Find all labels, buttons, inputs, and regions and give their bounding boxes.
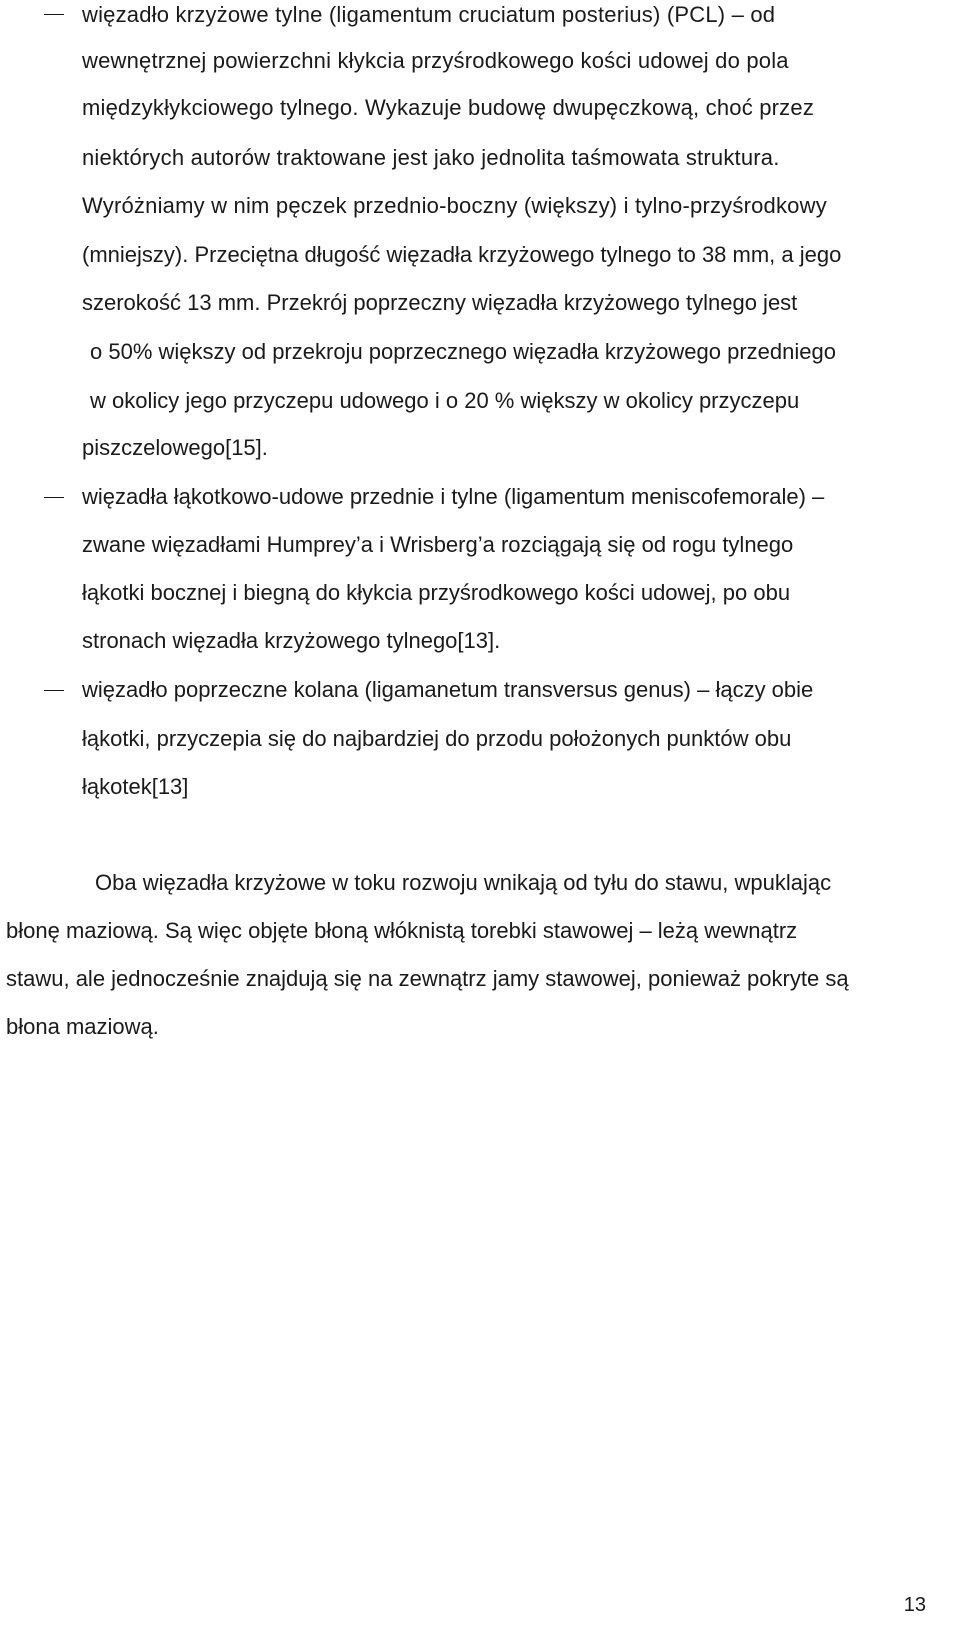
text-line: Oba więzadła krzyżowe w toku rozwoju wnikają od tyłu do stawu, wpuklając — [95, 870, 832, 895]
text-line: więzadła łąkotkowo-udowe przednie i tylne (ligamentum meniscofemorale) – — [82, 484, 825, 509]
text-line: łąkotki bocznej i biegną do kłykcia przyśrodkowego kości udowej, po obu — [82, 580, 791, 605]
text-line: wewnętrznej powierzchni kłykcia przyśrodkowego kości udowej do pola — [82, 48, 789, 73]
text-line: zwane więzadłami Humprey’a i Wrisberg’a rozciągają się od rogu tylnego — [82, 532, 794, 557]
text-line: niektórych autorów traktowane jest jako jednolita taśmowata struktura. — [82, 145, 780, 170]
text-line: Wyróżniamy w nim pęczek przednio-boczny (większy) i tylno-przyśrodkowy — [82, 193, 827, 218]
text-line: łąkotek[13] — [82, 774, 189, 799]
text-line: więzadło poprzeczne kolana (ligamanetum transversus genus) – łączy obie — [82, 677, 814, 702]
text-line: (mniejszy). Przeciętna długość więzadła krzyżowego tylnego to 38 mm, a jego — [82, 242, 842, 267]
text-line: błonę maziową. Są więc objęte błoną włóknistą torebki stawowej – leżą wewnątrz — [6, 918, 798, 943]
text-line: o 50% większy od przekroju poprzecznego więzadła krzyżowego przedniego — [90, 339, 836, 364]
text-line: więzadło krzyżowe tylne (ligamentum cruciatum posterius) (PCL) – od — [82, 2, 776, 27]
dash-bullet-icon — [44, 14, 64, 15]
text-line: łąkotki, przyczepia się do najbardziej do przodu położonych punktów obu — [82, 726, 792, 751]
text-line: szerokość 13 mm. Przekrój poprzeczny więzadła krzyżowego tylnego jest — [82, 290, 798, 315]
text-line: stawu, ale jednocześnie znajdują się na zewnątrz jamy stawowej, ponieważ pokryte są — [6, 966, 849, 991]
page-number: 13 — [903, 1594, 926, 1616]
text-line: międzykłykciowego tylnego. Wykazuje budowę dwupęczkową, choć przez — [82, 95, 815, 120]
dash-bullet-icon — [44, 497, 64, 498]
text-line: piszczelowego[15]. — [82, 435, 268, 460]
text-line: w okolicy jego przyczepu udowego i o 20 % większy w okolicy przyczepu — [90, 388, 800, 413]
text-line: błona maziową. — [6, 1014, 159, 1039]
dash-bullet-icon — [44, 690, 64, 691]
text-line: stronach więzadła krzyżowego tylnego[13]. — [82, 628, 501, 653]
